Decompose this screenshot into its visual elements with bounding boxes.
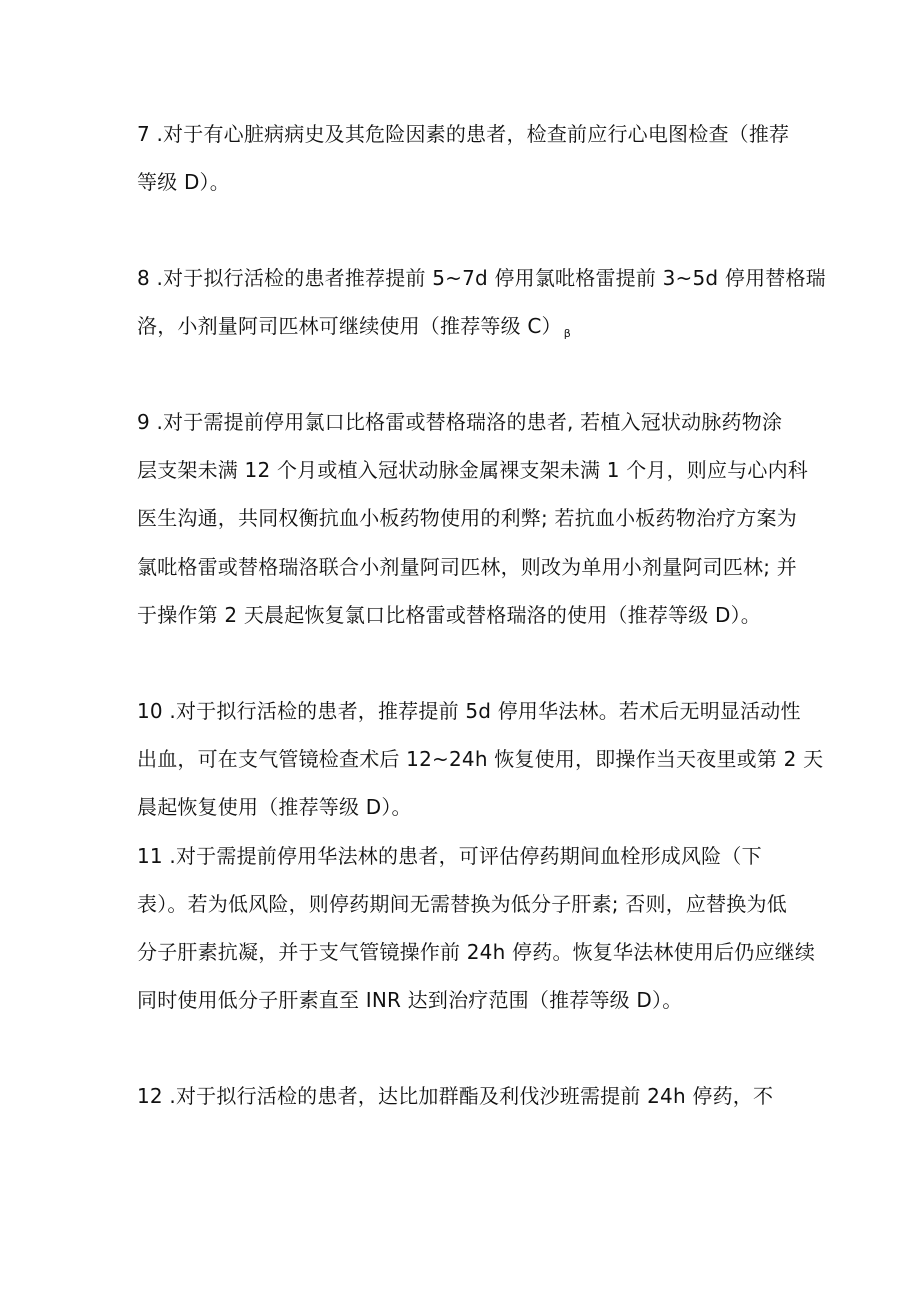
paragraph-11-line-3: 分子肝素抗凝，并于支气管镜操作前 24h 停药。恢复华法林使用后仍应继续 [137,940,816,964]
paragraph-9-line-2: 层支架未满 12 个月或植入冠状动脉金属裸支架未满 1 个月，则应与心内科 [137,458,809,482]
paragraph-7-line-2: 等级 D）。 [137,170,230,194]
paragraph-9-line-1: 9 .对于需提前停用氯口比格雷或替格瑞洛的患者, 若植入冠状动脉药物涂 [137,410,783,434]
paragraph-8-trailing-mark: β [563,327,571,340]
paragraph-9-line-5: 于操作第 2 天晨起恢复氯口比格雷或替格瑞洛的使用（推荐等级 D）。 [137,603,761,627]
paragraph-10-line-3: 晨起恢复使用（推荐等级 D）。 [137,795,412,819]
paragraph-8-line-1: 8 .对于拟行活检的患者推荐提前 5~7d 停用氯吡格雷提前 3~5d 停用替格瑞 [137,266,826,290]
paragraph-8-line-2-text: 洛，小剂量阿司匹林可继续使用（推荐等级 C） [137,314,562,338]
paragraph-10-line-1: 10 .对于拟行活检的患者，推荐提前 5d 停用华法林。若术后无明显活动性 [137,699,801,723]
paragraph-9-line-3: 医生沟通，共同权衡抗血小板药物使用的利弊; 若抗血小板药物治疗方案为 [137,506,797,530]
paragraph-10-line-2: 出血，可在支气管镜检查术后 12~24h 恢复使用，即操作当天夜里或第 2 天 [137,747,824,771]
paragraph-12-line-1: 12 .对于拟行活检的患者，达比加群酯及利伐沙班需提前 24h 停药，不 [137,1084,774,1108]
paragraph-11-line-2: 表）。若为低风险，则停药期间无需替换为低分子肝素; 否则，应替换为低 [137,892,787,916]
paragraph-7-line-1: 7 .对于有心脏病病史及其危险因素的患者，检查前应行心电图检查（推荐 [137,122,790,146]
paragraph-11-line-4: 同时使用低分子肝素直至 INR 达到治疗范围（推荐等级 D）。 [137,988,683,1012]
paragraph-11-line-1: 11 .对于需提前停用华法林的患者，可评估停药期间血栓形成风险（下 [137,844,762,868]
paragraph-9-line-4: 氯吡格雷或替格瑞洛联合小剂量阿司匹林，则改为单用小剂量阿司匹林; 并 [137,555,797,579]
paragraph-8-line-2 [137,312,797,348]
